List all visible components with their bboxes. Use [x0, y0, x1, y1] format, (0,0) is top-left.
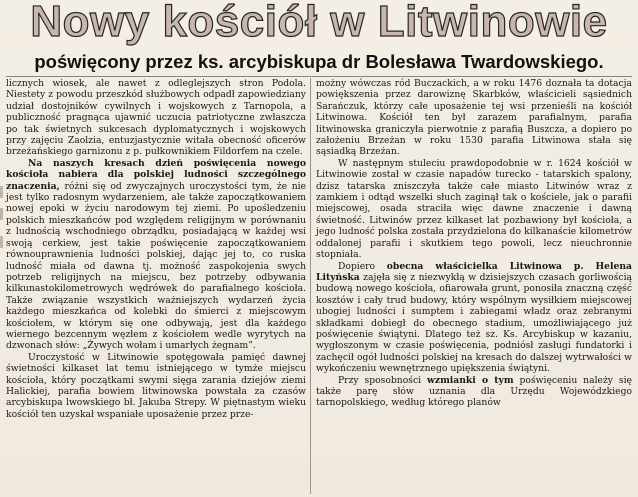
paragraph-text: W następnym stuleciu prawdopodobnie w r. 1624 kościół w Litwinowie został w czasie napadów turecko - tatarskich spalony, dzisz tatarska zniszczyła także całe miasto Litwinów wraz z zamkiem i odtąd wszelki słuch zaginął tak o kościele, jak o parafii miejscowej, osada straciła więc dawne znaczenie i dawną świetność. Litwinów przez kilkaset lat pozbawiony był kościoła, a jego ludność polska została przydzielona do kilkanaście kilometrów oddalonej parafii i skutkiem tego powoli, lecz nieuchronnie stopniała.: [316, 157, 632, 261]
article-subheadline: poświęcony przez ks. arcybiskupa dr Bolesława Twardowskiego.: [34, 51, 604, 72]
paragraph-text: poświęceniu należy się także parę słów uznania dla Urzędu Wojewódzkiego tarnopolskiego, według którego planów: [316, 374, 632, 409]
paragraph: [316, 158, 632, 261]
edge-mark: [0, 186, 3, 198]
paragraph-text: Uroczystość w Litwinowie spotęgowała pamięć dawnej świetności kilkaset lat temu istniejącego w tymże miejscu kościoła, który początkami swymi sięga zarania dziejów ziemi Halickiej, parafia bowiem litwinowska powstała za czasów arcybiskupa lwowskiego bł. Jakuba Strepy. W piętnastym wieku kościół ten uzyskał wspaniałe uposażenie przez prze-: [6, 351, 306, 420]
paragraph-text: różni się od zwyczajnych uroczystości tym, że nie jest tylko radosnym wydarzeniem, ale także zapoczątkowaniem nowej epoki w życiu narodowym tej ziemi. Po upośledzeniu polskich mieszkańców pod względem religijnym w porównaniu z ludnością wschodniego obrządku, posiadającą w każdej wsi swoją cerkiew, jest takie poświęcenie zapoczątkowaniem równouprawnienia ludności polskiej, dając jej to, co ruska ludność miała od dawna tj. możność zaspokojenia swych potrzeb religijnych na miejscu, bez potrzeby odbywania kilkunastokilometrowych wędrówek do parafialnego kościoła. Także związanie wszystkich ważniejszych wydarzeń życia każdego mieszkańca od kolebki do śmierci z miejscowym kościołem, w którym się one odbywają, jest dla każdego wiernego bezcennym węzłem z kościołem wedle wyrytych na dzwonach słów: „Żywych wołam i umarłych żegnam”.: [6, 180, 306, 352]
paragraph: [316, 78, 632, 158]
paragraph: [6, 352, 306, 420]
paragraph-bold-name: obecna właścicielka Litwinowa p. Helena Lityńska: [316, 260, 632, 283]
paragraph-bold-lead: Na naszych kresach dzień poświęcenia nowego kościoła nabiera dla polskiej ludności szczególnego znaczenia,: [6, 157, 306, 192]
paragraph-text: zajęła się z niezwykłą w dzisiejszych czasach gorliwością budową nowego kościoła, ofiarowała grunt, ponosiła znaczną część kosztów i cały trud budowy, który wspólnym wysiłkiem miejscowej ubogiej ludności i sumptem i zabiegami władz oraz zebranymi składkami dobiegł do obecnego stadium, umożliwiającego już poświęcenie świątyni. Dlatego też sz. Ks. Arcybiskup w kazaniu, wygłoszonym w czasie poświęcenia, podniósł zasługi fundatorki i zachęcił ogół ludności polskiej na kresach do dalszej wytrwałości w wykończeniu wewnętrznego upiększenia świątyni.: [316, 271, 632, 375]
paragraph-text: Dopiero: [338, 260, 387, 272]
article-headline: Nowy kościół w Litwinowie: [30, 0, 608, 46]
paragraph-text: Przy sposobności: [338, 374, 427, 386]
paragraph: [316, 375, 632, 409]
paragraph-text: możny wówczas ród Buczackich, a w roku 1476 doznała ta dotacja powiększenia przez darowiznę Skarbków, właścicieli sąsiednich Sarańczuk, którzy całe uposażenie tej wsi przenieśli na kościół Litwinowa. Kościół ten był zarazem parafialnym, parafia litwinowska graniczyła pierwotnie z parafią Buszcza, a dopiero po założeniu Brzeżan w roku 1530 parafia Litwinowa stała się sąsiadką Brzeżan.: [316, 78, 632, 158]
edge-mark: [0, 208, 3, 220]
article-column-left: [6, 78, 306, 420]
edge-mark: [0, 236, 3, 248]
paragraph-text: licznych wiosek, ale nawet z odleglejszych stron Podola. Niestety z powodu przeszkód służbowych odpadł zapowiedziany udział dostojników cywilnych i wojskowych z Tarnopola, a publiczność pragnąca ujawnić uczucia patriotyczne zwłaszcza po tak świetnych sukcesach dyplomatycznych i wojskowych przy zajęciu Zaolzia, entuzjastycznie witała obecność oficerów brzeżańskiego garnizonu z p. pułkownikiem Fildorfem na czele.: [6, 78, 306, 158]
paragraph-bold-phrase: wzmianki o tym: [426, 374, 514, 386]
header-divider: [6, 76, 632, 77]
article-column-right: [316, 78, 632, 409]
paragraph: [6, 78, 306, 158]
paragraph: [316, 261, 632, 375]
paragraph: [6, 158, 306, 352]
column-divider: [310, 78, 311, 494]
